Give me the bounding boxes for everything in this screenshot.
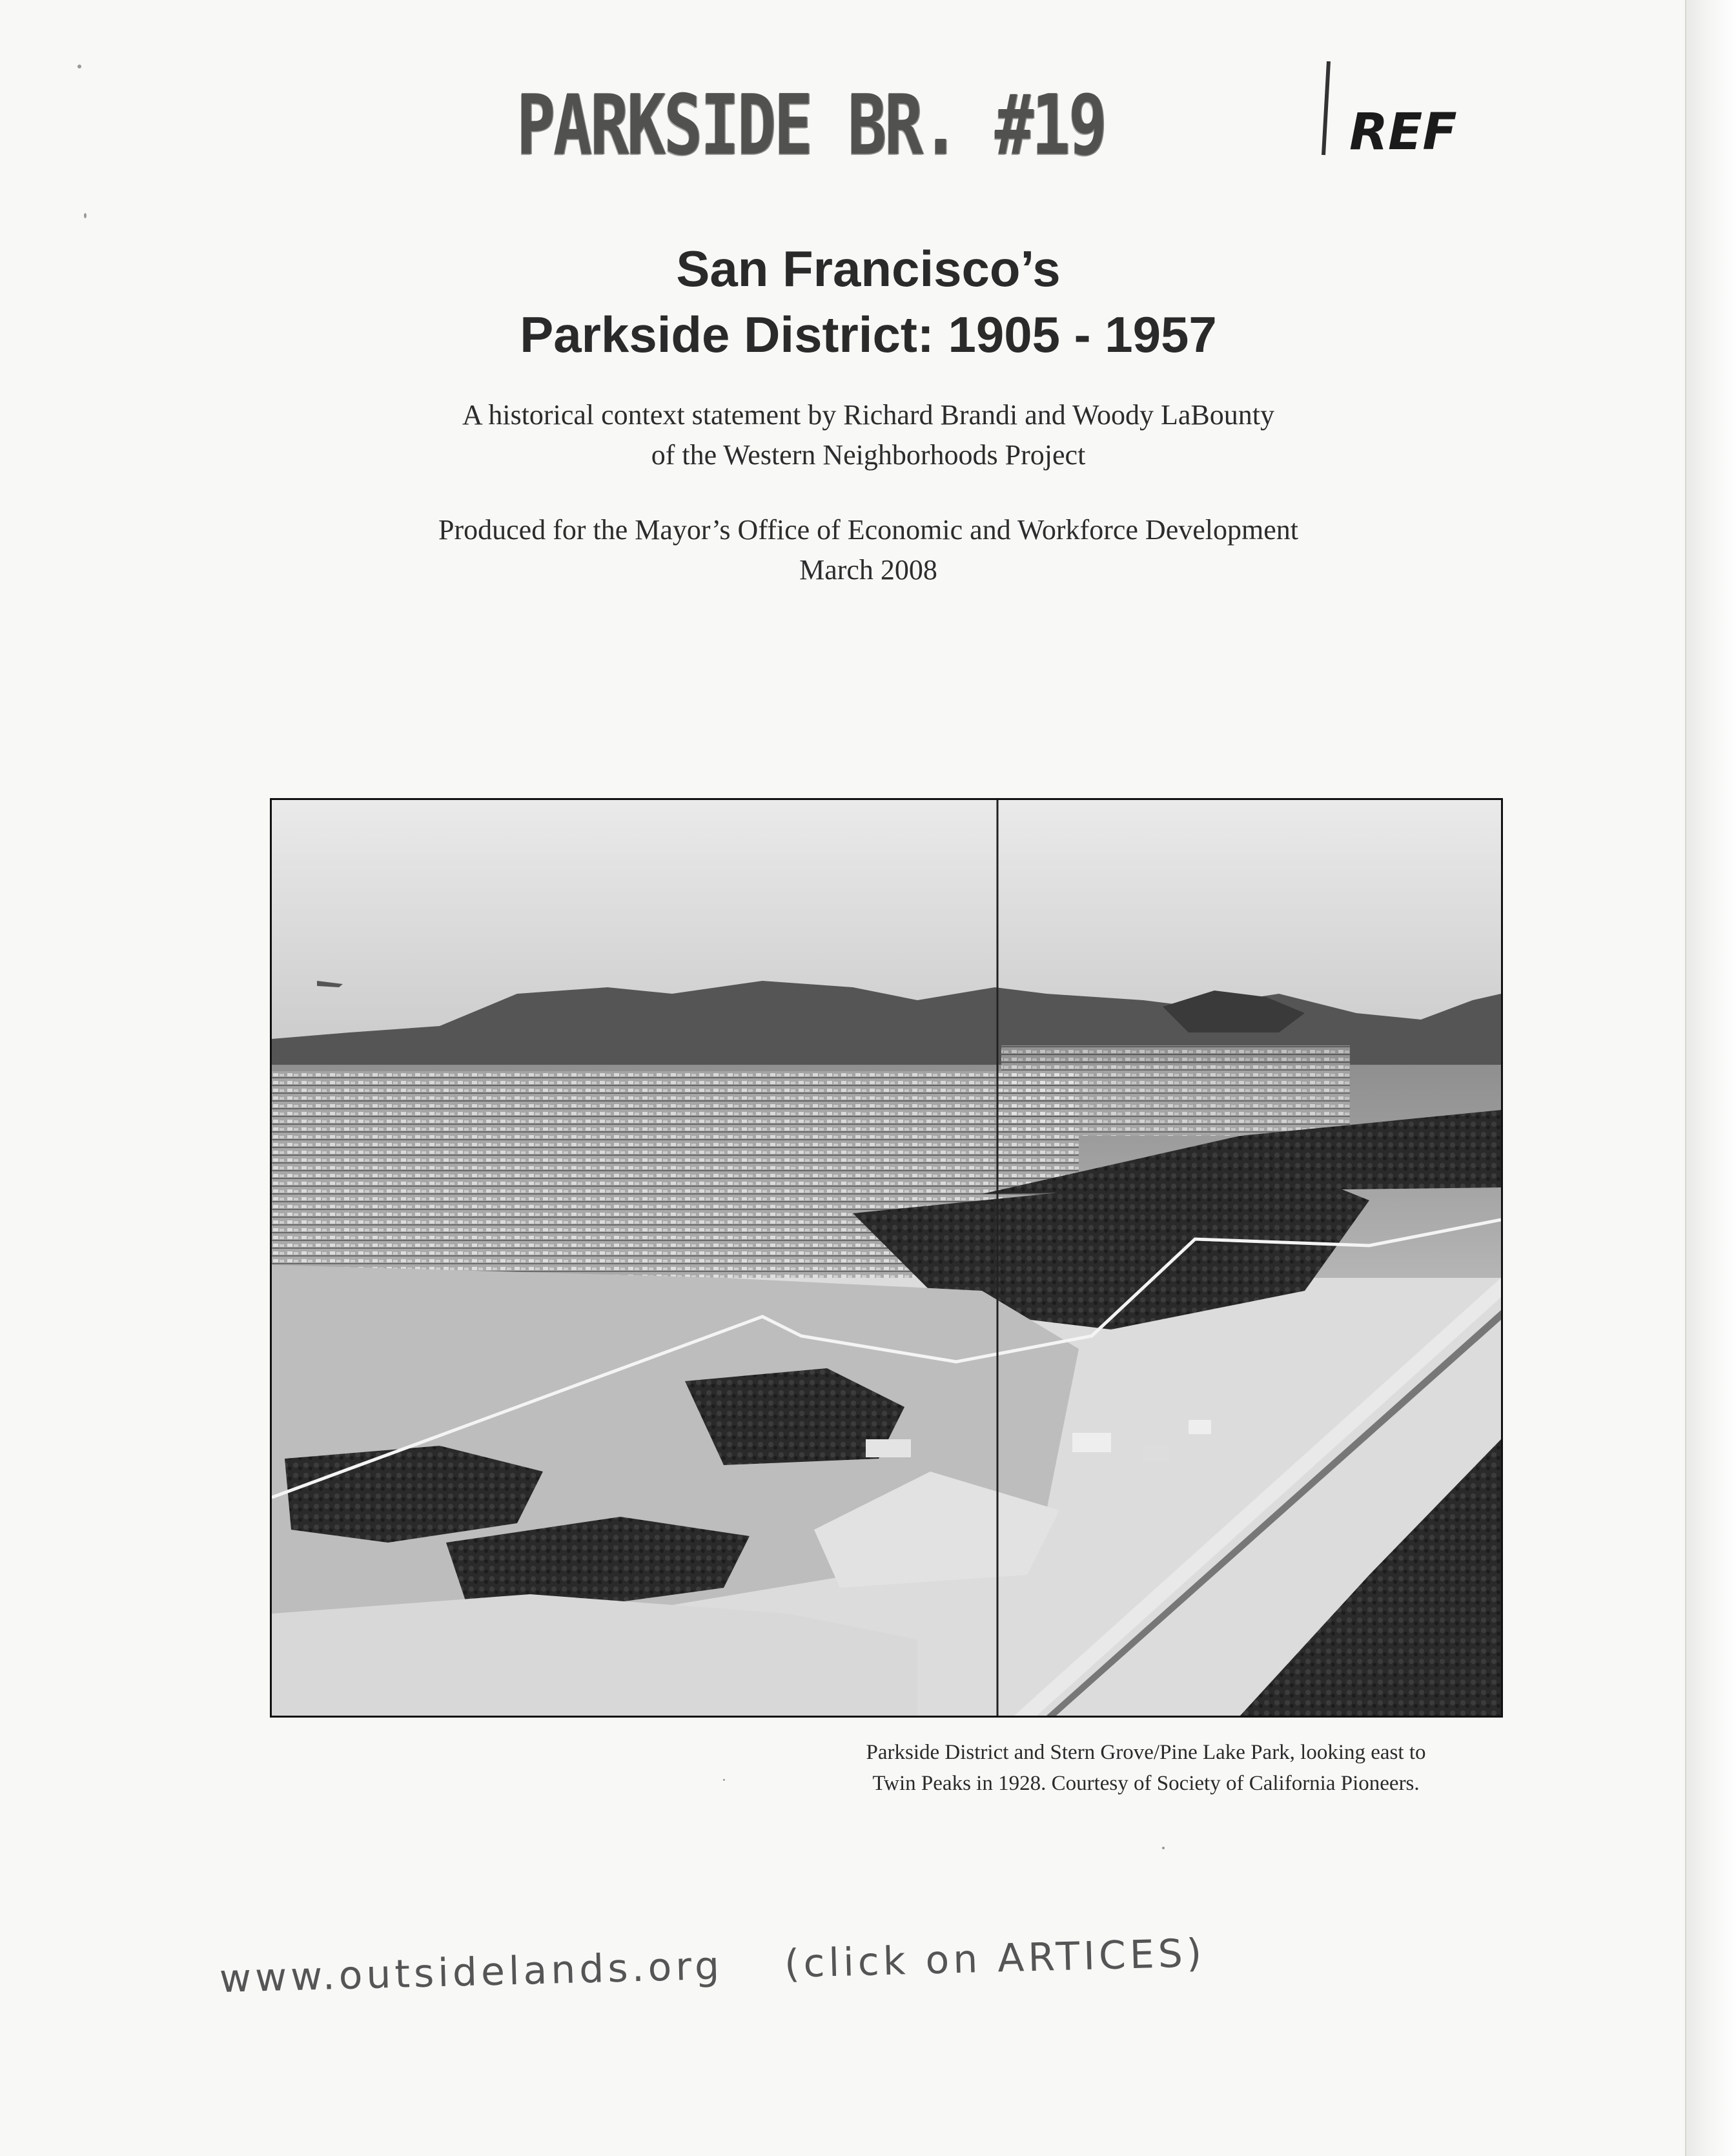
subtitle-line-2: of the Western Neighborhoods Project [651,439,1086,471]
production-statement [258,510,1478,594]
paper-speck [723,1779,725,1781]
handwritten-instruction: (click on ARTICES) [784,1931,1207,1987]
ref-stamp-mark [1317,58,1336,161]
subtitle-line-1: A historical context statement by Richard Brandi and Woody LaBounty [462,399,1274,431]
page-edge [1685,0,1736,2156]
produced-line-1: Produced for the Mayor’s Office of Economic and Workforce Development [438,514,1298,546]
branch-stamp: PARKSIDE BR. #19 [516,77,1105,174]
caption-line-1: Parkside District and Stern Grove/Pine Lake Park, looking east to [866,1741,1426,1764]
paper-speck [77,65,81,68]
aerial-photo [270,798,1503,1718]
ref-stamp: REF [1349,103,1457,161]
caption-line-2: Twin Peaks in 1928. Courtesy of Society of California Pioneers. [872,1772,1420,1795]
produced-date: March 2008 [799,554,937,586]
aerial-photo-image [272,800,1501,1716]
authors-statement [258,395,1478,479]
photo-caption [775,1737,1517,1808]
paper-speck [84,213,87,218]
document-title [323,236,1414,371]
title-line-1: San Francisco’s [676,240,1061,297]
title-line-2: Parkside District: 1905 - 1957 [520,306,1217,363]
handwritten-url: www.outsidelands.org [219,1943,724,2002]
paper-speck [1162,1847,1165,1849]
